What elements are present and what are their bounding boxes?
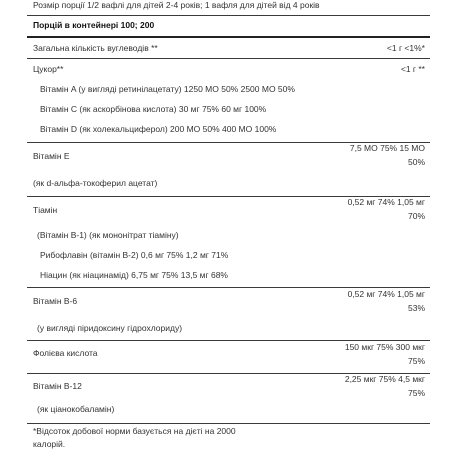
vitamin-b6-note: (у вигляді піридоксину гідрохлориду): [37, 323, 183, 333]
sugar-label: Цукор**: [33, 64, 64, 74]
vitamin-e-label: Вітамін Е: [33, 151, 70, 161]
vitamin-e-value-line1: 7,5 МО 75% 15 МО: [349, 143, 425, 153]
carbs-label: Загальна кількість вуглеводів **: [33, 43, 158, 53]
folic-acid-label: Фолієва кислота: [33, 348, 98, 358]
vitamin-b6-label: Вітамін В-6: [33, 296, 78, 306]
vitamin-a-row: Вітамін A (у вигляді ретинілацетату) 1250 МО 50% 2500 МО 50%: [40, 84, 295, 94]
divider: [27, 15, 430, 16]
vitamin-b12-label: Вітамін В-12: [33, 381, 82, 391]
vitamin-b6-value-line1: 0,52 мг 74% 1,05 мг: [347, 289, 425, 299]
divider: [27, 423, 430, 424]
divider: [27, 340, 430, 341]
thiamin-label: Тіамін: [33, 205, 58, 215]
thiamin-value-line2: 70%: [407, 211, 425, 221]
servings-per-container: Порцій в контейнері 100; 200: [33, 20, 155, 30]
divider: [27, 36, 430, 38]
thiamin-value-line1: 0,52 мг 74% 1,05 мг: [347, 197, 425, 207]
vitamin-b12-note: (як ціанокобаламін): [37, 404, 115, 414]
serving-size: Розмір порції 1/2 вафлі для дітей 2-4 років; 1 вафля для дітей від 4 років: [33, 0, 320, 10]
vitamin-b12-value-line1: 2,25 мкг 75% 4,5 мкг: [344, 374, 425, 384]
riboflavin-row: Рибофлавін (вітамін В-2) 0,6 мг 75% 1,2 мг 71%: [40, 250, 229, 260]
vitamin-d-row: Вітамін D (як холекальциферол) 200 МО 50% 400 МО 100%: [40, 124, 277, 134]
vitamin-b6-value-line2: 53%: [407, 303, 425, 313]
carbs-value: <1 г <1%*: [386, 43, 425, 53]
thiamin-note: (Вітамін В-1) (як мононітрат тіаміну): [37, 230, 179, 240]
folic-acid-value-line2: 75%: [407, 356, 425, 366]
sugar-value: <1 г **: [400, 64, 425, 74]
folic-acid-value-line1: 150 мкг 75% 300 мкг: [344, 342, 425, 352]
vitamin-e-value-line2: 50%: [407, 157, 425, 167]
vitamin-e-note: (як d-альфа-токоферил ацетат): [33, 178, 158, 188]
vitamin-c-row: Вітамін С (як аскорбінова кислота) 30 мг 75% 60 мг 100%: [40, 104, 267, 114]
divider: [27, 287, 430, 288]
divider: [27, 58, 430, 59]
niacin-row: Ніацин (як ніацинамід) 6,75 мг 75% 13,5 мг 68%: [40, 270, 228, 280]
vitamin-b12-value-line2: 75%: [407, 388, 425, 398]
footnote-line1: *Відсоток добової норми базується на дієті на 2000: [33, 426, 236, 436]
footnote-line2: калорій.: [33, 439, 66, 449]
